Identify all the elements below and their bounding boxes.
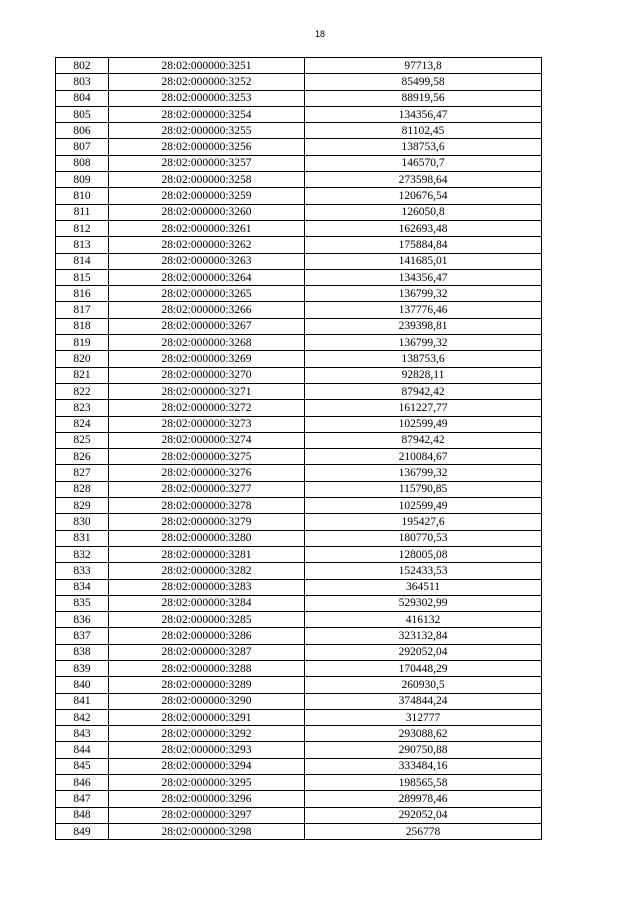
- row-number-cell: 823: [56, 400, 109, 416]
- cadastral-number-cell: 28:02:000000:3253: [109, 90, 305, 106]
- table-row: [56, 318, 542, 334]
- cadastral-number-cell: 28:02:000000:3257: [109, 155, 305, 171]
- table-row: [56, 709, 542, 725]
- table-row: [56, 546, 542, 562]
- value-cell: 136799,32: [305, 465, 542, 481]
- cadastral-number-cell: 28:02:000000:3263: [109, 253, 305, 269]
- cadastral-number-cell: 28:02:000000:3274: [109, 432, 305, 448]
- page-number: 18: [314, 29, 325, 39]
- cadastral-number-cell: 28:02:000000:3262: [109, 237, 305, 253]
- value-cell: 416132: [305, 612, 542, 628]
- table-row: [56, 612, 542, 628]
- row-number-cell: 839: [56, 660, 109, 676]
- row-number-cell: 832: [56, 546, 109, 562]
- table-row: [56, 530, 542, 546]
- table-row: [56, 367, 542, 383]
- table-row: [56, 400, 542, 416]
- cadastral-number-cell: 28:02:000000:3267: [109, 318, 305, 334]
- cadastral-number-cell: 28:02:000000:3255: [109, 123, 305, 139]
- cadastral-number-cell: 28:02:000000:3266: [109, 302, 305, 318]
- row-number-cell: 819: [56, 335, 109, 351]
- value-cell: 88919,56: [305, 90, 542, 106]
- cadastral-number-cell: 28:02:000000:3293: [109, 742, 305, 758]
- cadastral-number-cell: 28:02:000000:3294: [109, 758, 305, 774]
- row-number-cell: 848: [56, 807, 109, 823]
- table-row: [56, 449, 542, 465]
- cadastral-number-cell: 28:02:000000:3284: [109, 595, 305, 611]
- cadastral-number-cell: 28:02:000000:3290: [109, 693, 305, 709]
- value-cell: 115790,85: [305, 481, 542, 497]
- value-cell: 180770,53: [305, 530, 542, 546]
- cadastral-number-cell: 28:02:000000:3260: [109, 204, 305, 220]
- cadastral-number-cell: 28:02:000000:3278: [109, 498, 305, 514]
- table-row: [56, 432, 542, 448]
- row-number-cell: 830: [56, 514, 109, 530]
- table-row: [56, 726, 542, 742]
- table-row: [56, 106, 542, 122]
- cadastral-number-cell: 28:02:000000:3279: [109, 514, 305, 530]
- value-cell: 529302,99: [305, 595, 542, 611]
- cadastral-number-cell: 28:02:000000:3292: [109, 726, 305, 742]
- value-cell: 195427,6: [305, 514, 542, 530]
- cadastral-number-cell: 28:02:000000:3282: [109, 563, 305, 579]
- table-row: [56, 188, 542, 204]
- row-number-cell: 838: [56, 644, 109, 660]
- value-cell: 134356,47: [305, 106, 542, 122]
- table-row: [56, 269, 542, 285]
- row-number-cell: 833: [56, 563, 109, 579]
- row-number-cell: 814: [56, 253, 109, 269]
- table-row: [56, 139, 542, 155]
- row-number-cell: 827: [56, 465, 109, 481]
- row-number-cell: 807: [56, 139, 109, 155]
- row-number-cell: 815: [56, 269, 109, 285]
- value-cell: 136799,32: [305, 335, 542, 351]
- table-row: [56, 74, 542, 90]
- table-row: [56, 823, 542, 839]
- table-row: [56, 172, 542, 188]
- value-cell: 260930,5: [305, 677, 542, 693]
- value-cell: 312777: [305, 709, 542, 725]
- table-row: [56, 660, 542, 676]
- table-row: [56, 416, 542, 432]
- value-cell: 128005,08: [305, 546, 542, 562]
- cadastral-number-cell: 28:02:000000:3269: [109, 351, 305, 367]
- value-cell: 293088,62: [305, 726, 542, 742]
- value-cell: 161227,77: [305, 400, 542, 416]
- cadastral-table: [55, 57, 542, 840]
- value-cell: 175884,84: [305, 237, 542, 253]
- row-number-cell: 825: [56, 432, 109, 448]
- row-number-cell: 828: [56, 481, 109, 497]
- row-number-cell: 811: [56, 204, 109, 220]
- table-body: [56, 58, 542, 840]
- row-number-cell: 824: [56, 416, 109, 432]
- cadastral-number-cell: 28:02:000000:3252: [109, 74, 305, 90]
- row-number-cell: 822: [56, 383, 109, 399]
- value-cell: 364511: [305, 579, 542, 595]
- value-cell: 137776,46: [305, 302, 542, 318]
- value-cell: 102599,49: [305, 416, 542, 432]
- cadastral-number-cell: 28:02:000000:3265: [109, 286, 305, 302]
- row-number-cell: 803: [56, 74, 109, 90]
- row-number-cell: 805: [56, 106, 109, 122]
- table-row: [56, 628, 542, 644]
- row-number-cell: 809: [56, 172, 109, 188]
- value-cell: 292052,04: [305, 644, 542, 660]
- value-cell: 134356,47: [305, 269, 542, 285]
- row-number-cell: 842: [56, 709, 109, 725]
- row-number-cell: 843: [56, 726, 109, 742]
- table-row: [56, 286, 542, 302]
- row-number-cell: 826: [56, 449, 109, 465]
- cadastral-number-cell: 28:02:000000:3275: [109, 449, 305, 465]
- table-row: [56, 123, 542, 139]
- row-number-cell: 837: [56, 628, 109, 644]
- cadastral-number-cell: 28:02:000000:3296: [109, 791, 305, 807]
- row-number-cell: 844: [56, 742, 109, 758]
- cadastral-number-cell: 28:02:000000:3277: [109, 481, 305, 497]
- row-number-cell: 808: [56, 155, 109, 171]
- row-number-cell: 812: [56, 220, 109, 236]
- value-cell: 374844,24: [305, 693, 542, 709]
- cadastral-number-cell: 28:02:000000:3298: [109, 823, 305, 839]
- row-number-cell: 829: [56, 498, 109, 514]
- cadastral-number-cell: 28:02:000000:3289: [109, 677, 305, 693]
- row-number-cell: 802: [56, 58, 109, 74]
- value-cell: 198565,58: [305, 775, 542, 791]
- row-number-cell: 845: [56, 758, 109, 774]
- table-row: [56, 742, 542, 758]
- cadastral-number-cell: 28:02:000000:3287: [109, 644, 305, 660]
- value-cell: 146570,7: [305, 155, 542, 171]
- table-row: [56, 807, 542, 823]
- cadastral-number-cell: 28:02:000000:3271: [109, 383, 305, 399]
- row-number-cell: 813: [56, 237, 109, 253]
- row-number-cell: 810: [56, 188, 109, 204]
- cadastral-number-cell: 28:02:000000:3268: [109, 335, 305, 351]
- table-row: [56, 514, 542, 530]
- row-number-cell: 840: [56, 677, 109, 693]
- row-number-cell: 849: [56, 823, 109, 839]
- cadastral-number-cell: 28:02:000000:3295: [109, 775, 305, 791]
- table-row: [56, 302, 542, 318]
- value-cell: 92828,11: [305, 367, 542, 383]
- row-number-cell: 820: [56, 351, 109, 367]
- value-cell: 126050,8: [305, 204, 542, 220]
- table-row: [56, 693, 542, 709]
- cadastral-number-cell: 28:02:000000:3288: [109, 660, 305, 676]
- value-cell: 290750,88: [305, 742, 542, 758]
- table-row: [56, 775, 542, 791]
- value-cell: 85499,58: [305, 74, 542, 90]
- value-cell: 97713,8: [305, 58, 542, 74]
- value-cell: 138753,6: [305, 351, 542, 367]
- value-cell: 210084,67: [305, 449, 542, 465]
- value-cell: 289978,46: [305, 791, 542, 807]
- value-cell: 152433,53: [305, 563, 542, 579]
- value-cell: 87942,42: [305, 383, 542, 399]
- table-row: [56, 465, 542, 481]
- cadastral-number-cell: 28:02:000000:3272: [109, 400, 305, 416]
- cadastral-number-cell: 28:02:000000:3264: [109, 269, 305, 285]
- table-row: [56, 335, 542, 351]
- row-number-cell: 821: [56, 367, 109, 383]
- cadastral-number-cell: 28:02:000000:3254: [109, 106, 305, 122]
- row-number-cell: 816: [56, 286, 109, 302]
- cadastral-number-cell: 28:02:000000:3281: [109, 546, 305, 562]
- table-row: [56, 677, 542, 693]
- row-number-cell: 846: [56, 775, 109, 791]
- value-cell: 333484,16: [305, 758, 542, 774]
- table-row: [56, 155, 542, 171]
- table-row: [56, 351, 542, 367]
- row-number-cell: 841: [56, 693, 109, 709]
- table-row: [56, 204, 542, 220]
- value-cell: 81102,45: [305, 123, 542, 139]
- value-cell: 323132,84: [305, 628, 542, 644]
- table-row: [56, 758, 542, 774]
- table-row: [56, 498, 542, 514]
- row-number-cell: 804: [56, 90, 109, 106]
- table-row: [56, 90, 542, 106]
- table-row: [56, 595, 542, 611]
- cadastral-number-cell: 28:02:000000:3276: [109, 465, 305, 481]
- table-row: [56, 253, 542, 269]
- cadastral-number-cell: 28:02:000000:3280: [109, 530, 305, 546]
- cadastral-number-cell: 28:02:000000:3285: [109, 612, 305, 628]
- cadastral-number-cell: 28:02:000000:3297: [109, 807, 305, 823]
- table-row: [56, 644, 542, 660]
- value-cell: 120676,54: [305, 188, 542, 204]
- cadastral-number-cell: 28:02:000000:3273: [109, 416, 305, 432]
- row-number-cell: 834: [56, 579, 109, 595]
- cadastral-number-cell: 28:02:000000:3259: [109, 188, 305, 204]
- value-cell: 256778: [305, 823, 542, 839]
- row-number-cell: 806: [56, 123, 109, 139]
- value-cell: 292052,04: [305, 807, 542, 823]
- row-number-cell: 835: [56, 595, 109, 611]
- cadastral-number-cell: 28:02:000000:3283: [109, 579, 305, 595]
- value-cell: 141685,01: [305, 253, 542, 269]
- value-cell: 239398,81: [305, 318, 542, 334]
- table-row: [56, 58, 542, 74]
- value-cell: 162693,48: [305, 220, 542, 236]
- cadastral-number-cell: 28:02:000000:3251: [109, 58, 305, 74]
- cadastral-number-cell: 28:02:000000:3258: [109, 172, 305, 188]
- row-number-cell: 817: [56, 302, 109, 318]
- row-number-cell: 847: [56, 791, 109, 807]
- value-cell: 102599,49: [305, 498, 542, 514]
- value-cell: 273598,64: [305, 172, 542, 188]
- table-row: [56, 791, 542, 807]
- cadastral-number-cell: 28:02:000000:3256: [109, 139, 305, 155]
- cadastral-number-cell: 28:02:000000:3261: [109, 220, 305, 236]
- row-number-cell: 836: [56, 612, 109, 628]
- cadastral-number-cell: 28:02:000000:3286: [109, 628, 305, 644]
- table-row: [56, 579, 542, 595]
- cadastral-number-cell: 28:02:000000:3270: [109, 367, 305, 383]
- value-cell: 87942,42: [305, 432, 542, 448]
- row-number-cell: 818: [56, 318, 109, 334]
- table-row: [56, 220, 542, 236]
- table-row: [56, 481, 542, 497]
- value-cell: 138753,6: [305, 139, 542, 155]
- value-cell: 136799,32: [305, 286, 542, 302]
- table-row: [56, 563, 542, 579]
- value-cell: 170448,29: [305, 660, 542, 676]
- cadastral-number-cell: 28:02:000000:3291: [109, 709, 305, 725]
- table-row: [56, 383, 542, 399]
- table-row: [56, 237, 542, 253]
- row-number-cell: 831: [56, 530, 109, 546]
